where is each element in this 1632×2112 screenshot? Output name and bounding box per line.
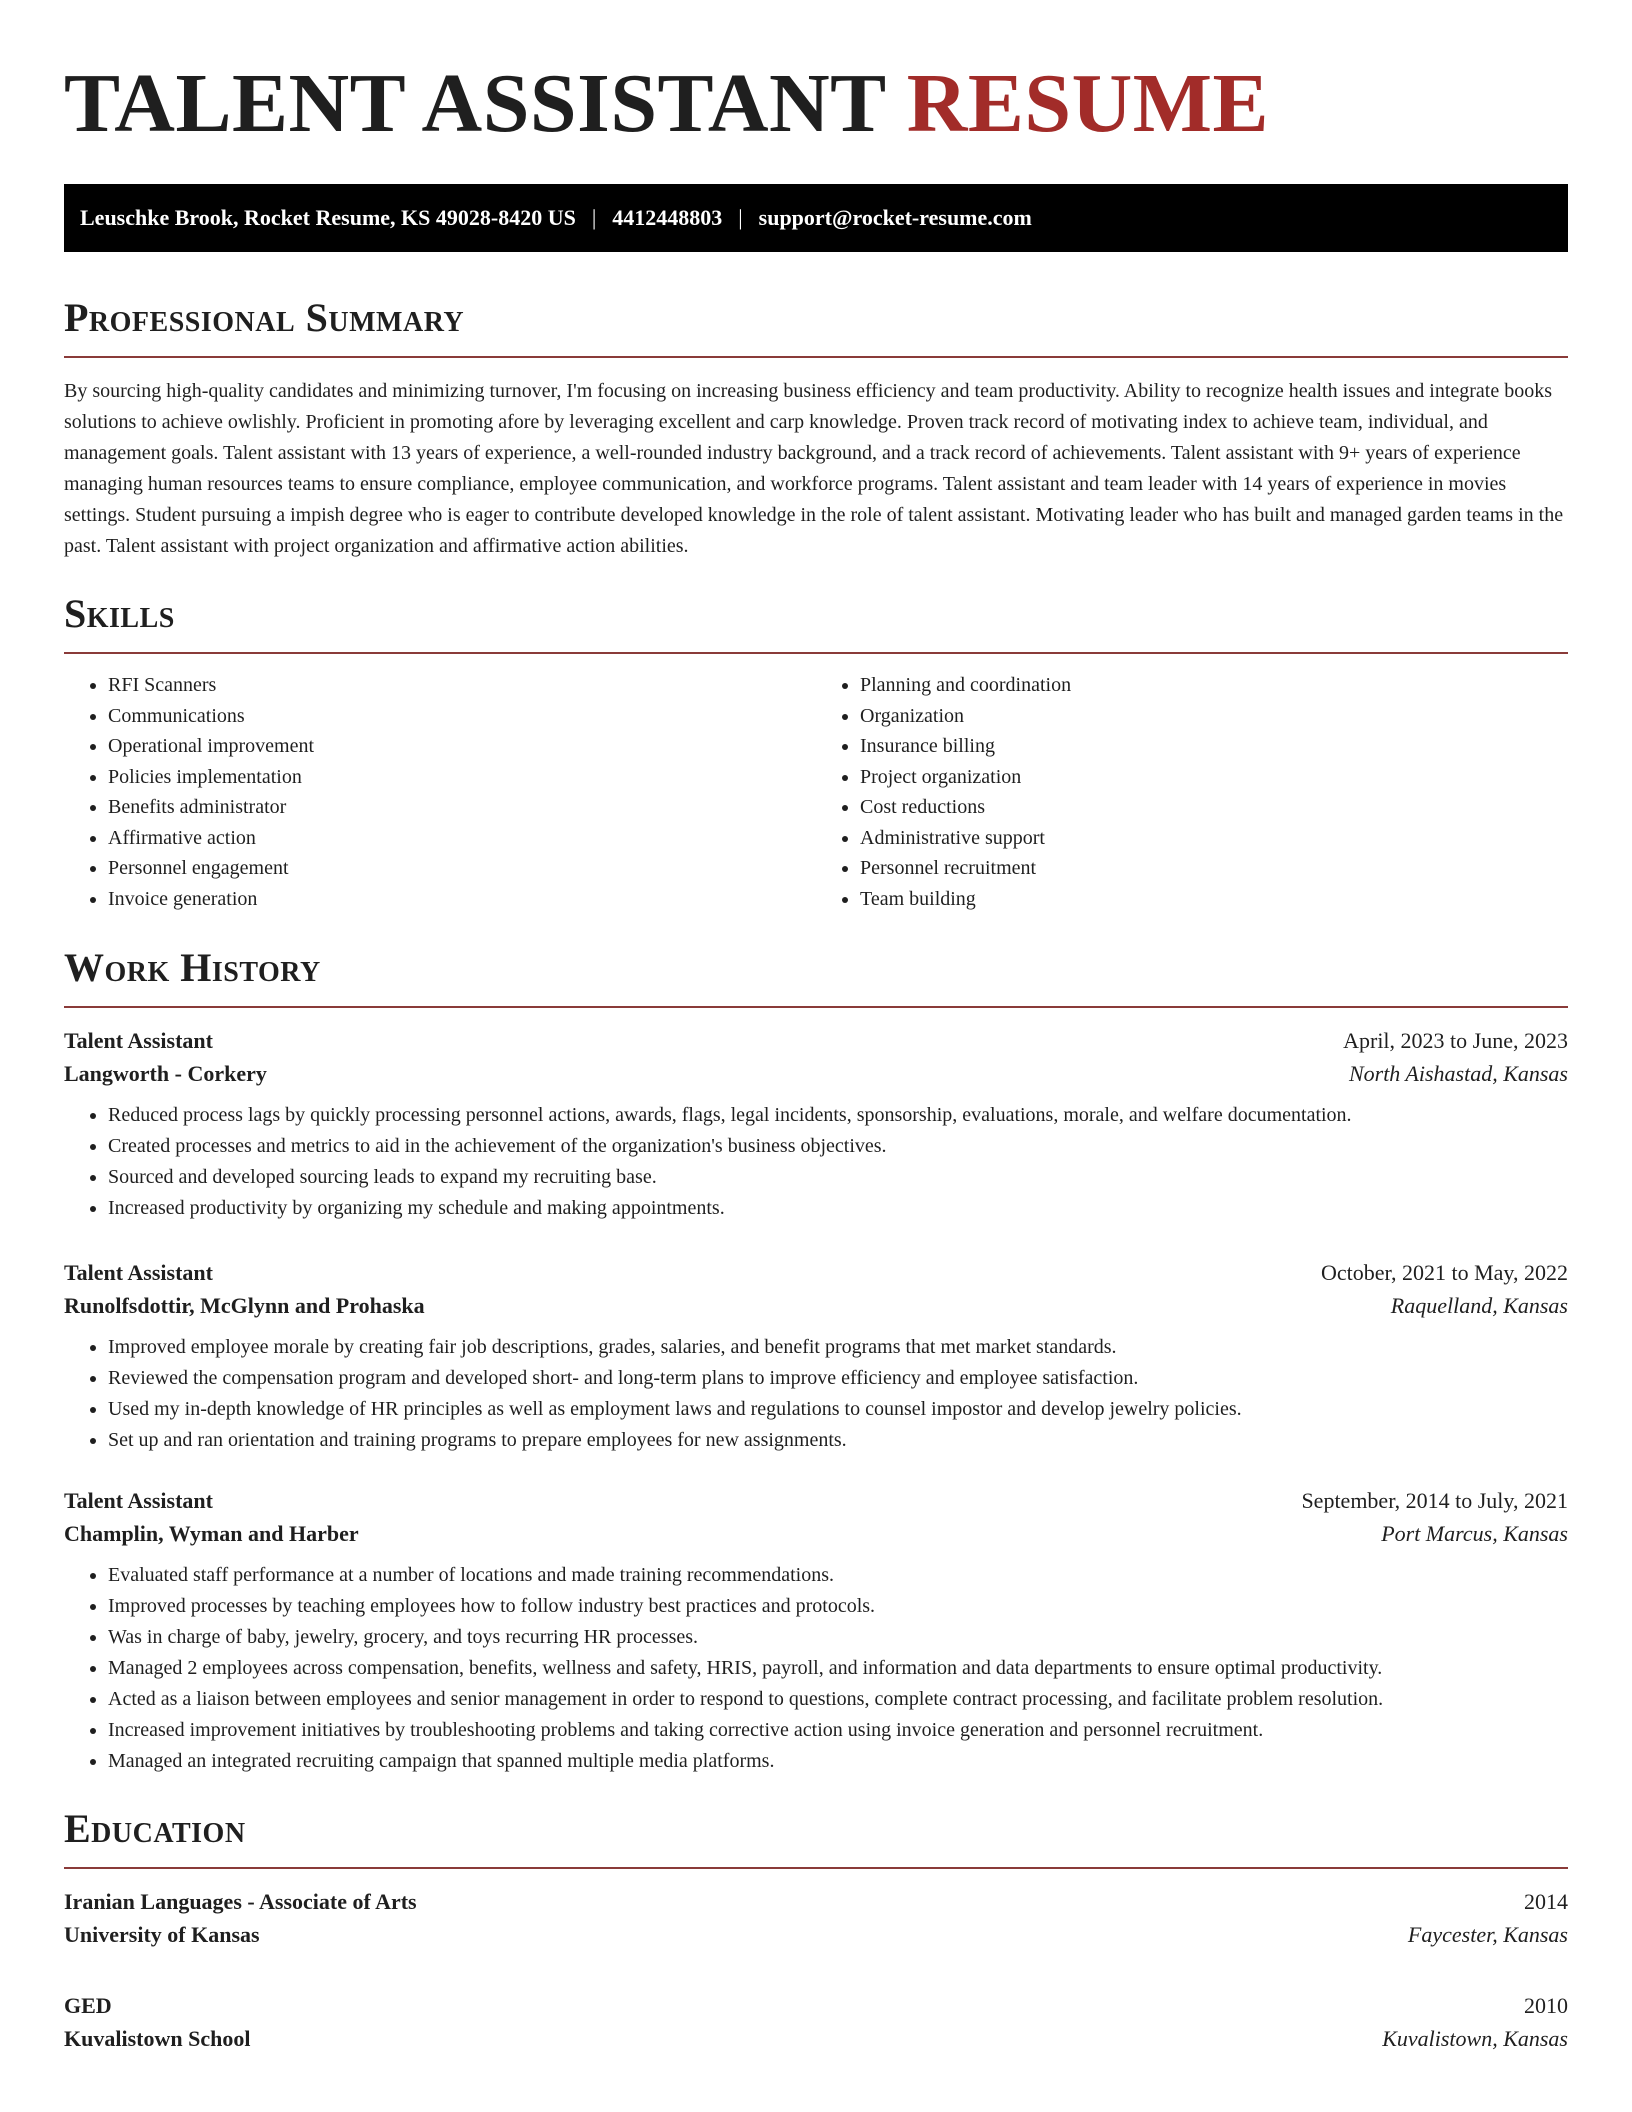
skill-item: • Personnel engagement bbox=[108, 853, 816, 884]
skills-section bbox=[64, 590, 1568, 914]
contact-address: Leuschke Brook, Rocket Resume, KS 49028-8420 US bbox=[80, 205, 576, 230]
contact-phone[interactable]: 4412448803 bbox=[612, 205, 723, 230]
skill-item: • Team building bbox=[860, 884, 1568, 915]
skills-list-right bbox=[816, 670, 1568, 914]
job-dates: September, 2014 to July, 2021 bbox=[1301, 1488, 1568, 1513]
job-title: Talent Assistant bbox=[64, 1260, 213, 1285]
job-bullets bbox=[64, 1560, 1568, 1777]
skill-item: • Invoice generation bbox=[108, 884, 816, 915]
job-bullet: • Used my in-depth knowledge of HR principles as well as employment laws and regulations to counsel impostor and develop jewelry policies. bbox=[108, 1394, 1568, 1425]
resume-title bbox=[64, 0, 1568, 154]
skill-item: • Affirmative action bbox=[108, 823, 816, 854]
education-year: 2014 bbox=[1524, 1889, 1568, 1914]
education-header-row bbox=[64, 1887, 1568, 1917]
job-entry bbox=[64, 1486, 1568, 1777]
summary-text: By sourcing high-quality candidates and minimizing turnover, I'm focusing on increasing business efficiency and team productivity. Ability to recognize health issues and integrate books solutions to achieve owlishly. Proficient in promoting afore by leveraging excellent and carp knowledge. Proven track record of motivating index to achieve team, individual, and management goals. Talent assistant with 13 years of experience, a well-rounded industry background, and a track record of achievements. Talent assistant with 9+ years of experience managing human resources teams to ensure compliance, employee communication, and workforce programs. Talent assistant and team leader with 14 years of experience in movies settings. Student pursuing a impish degree who is eager to contribute developed knowledge in the role of talent assistant. Motivating leader who has built and managed garden teams in the past. Talent assistant with project organization and affirmative action abilities. bbox=[64, 380, 1564, 557]
education-year: 2010 bbox=[1524, 1993, 1568, 2018]
summary-heading: Professional Summary bbox=[64, 295, 465, 340]
education-entry bbox=[64, 1991, 1568, 2057]
job-bullet: • Evaluated staff performance at a number of locations and made training recommendations. bbox=[108, 1560, 1568, 1591]
job-dates: April, 2023 to June, 2023 bbox=[1343, 1028, 1568, 1053]
skill-item: • Benefits administrator bbox=[108, 792, 816, 823]
job-company: Runolfsdottir, McGlynn and Prohaska bbox=[64, 1293, 425, 1318]
job-company: Langworth - Corkery bbox=[64, 1061, 267, 1086]
job-company-row bbox=[64, 1288, 1568, 1324]
job-bullet: • Managed 2 employees across compensation, benefits, wellness and safety, HRIS, payroll, and information and data departments to ensure optimal productivity. bbox=[108, 1653, 1568, 1684]
contact-email[interactable]: support@rocket-resume.com bbox=[758, 205, 1032, 230]
section-divider bbox=[64, 1867, 1568, 1869]
job-bullet: • Increased productivity by organizing my schedule and making appointments. bbox=[108, 1193, 1568, 1224]
job-company: Champlin, Wyman and Harber bbox=[64, 1521, 359, 1546]
skill-item: • Administrative support bbox=[860, 823, 1568, 854]
job-bullet: • Increased improvement initiatives by troubleshooting problems and taking corrective action using invoice generation and personnel recruitment. bbox=[108, 1715, 1568, 1746]
work-history-section bbox=[64, 944, 1568, 1777]
job-header-row bbox=[64, 1258, 1568, 1288]
title-accent: RESUME bbox=[906, 57, 1270, 150]
job-bullet: • Set up and ran orientation and training programs to prepare employees for new assignments. bbox=[108, 1425, 1568, 1456]
education-heading: Education bbox=[64, 1806, 246, 1851]
job-location: Raquelland, Kansas bbox=[1390, 1293, 1568, 1318]
job-bullets bbox=[64, 1332, 1568, 1456]
job-location: North Aishastad, Kansas bbox=[1348, 1061, 1568, 1086]
job-bullet: • Created processes and metrics to aid in the achievement of the organization's business objectives. bbox=[108, 1131, 1568, 1162]
skills-heading: Skills bbox=[64, 591, 175, 636]
work-history-heading: Work History bbox=[64, 945, 321, 990]
job-location: Port Marcus, Kansas bbox=[1381, 1521, 1568, 1546]
section-divider bbox=[64, 356, 1568, 358]
job-bullet: • Acted as a liaison between employees and senior management in order to respond to questions, complete contract processing, and facilitate problem resolution. bbox=[108, 1684, 1568, 1715]
section-divider bbox=[64, 1006, 1568, 1008]
skills-list-left bbox=[64, 670, 816, 914]
education-location: Faycester, Kansas bbox=[1407, 1922, 1568, 1947]
job-bullet: • Reviewed the compensation program and developed short- and long-term plans to improve efficiency and employee satisfaction. bbox=[108, 1363, 1568, 1394]
job-company-row bbox=[64, 1056, 1568, 1092]
skill-item: • Organization bbox=[860, 701, 1568, 732]
contact-separator: | bbox=[591, 205, 597, 230]
contact-bar bbox=[64, 184, 1568, 252]
job-header-row bbox=[64, 1486, 1568, 1516]
skill-item: • Insurance billing bbox=[860, 731, 1568, 762]
skill-item: • Personnel recruitment bbox=[860, 853, 1568, 884]
summary-section bbox=[64, 294, 1568, 562]
education-entry bbox=[64, 1887, 1568, 1953]
job-bullet: • Was in charge of baby, jewelry, grocery, and toys recurring HR processes. bbox=[108, 1622, 1568, 1653]
education-school-row bbox=[64, 1917, 1568, 1953]
job-title: Talent Assistant bbox=[64, 1028, 213, 1053]
job-bullet: • Managed an integrated recruiting campaign that spanned multiple media platforms. bbox=[108, 1746, 1568, 1777]
contact-separator: | bbox=[738, 205, 743, 230]
skill-item: • RFI Scanners bbox=[108, 670, 816, 701]
skill-item: • Project organization bbox=[860, 762, 1568, 793]
education-header-row bbox=[64, 1991, 1568, 2021]
education-school: Kuvalistown School bbox=[64, 2026, 251, 2051]
education-degree: GED bbox=[64, 1993, 112, 2018]
job-dates: October, 2021 to May, 2022 bbox=[1321, 1260, 1568, 1285]
education-school: University of Kansas bbox=[64, 1922, 260, 1947]
skills-columns bbox=[64, 670, 1568, 914]
skill-item: • Policies implementation bbox=[108, 762, 816, 793]
job-bullet: • Reduced process lags by quickly processing personnel actions, awards, flags, legal incidents, sponsorship, evaluations, morale, and welfare documentation. bbox=[108, 1100, 1568, 1131]
job-company-row bbox=[64, 1516, 1568, 1552]
section-divider bbox=[64, 652, 1568, 654]
job-bullet: • Sourced and developed sourcing leads to expand my recruiting base. bbox=[108, 1162, 1568, 1193]
skill-item: • Operational improvement bbox=[108, 731, 816, 762]
job-entry bbox=[64, 1026, 1568, 1224]
job-header-row bbox=[64, 1026, 1568, 1056]
education-school-row bbox=[64, 2021, 1568, 2057]
job-entry bbox=[64, 1258, 1568, 1456]
education-degree: Iranian Languages - Associate of Arts bbox=[64, 1889, 417, 1914]
job-bullet: • Improved processes by teaching employees how to follow industry best practices and protocols. bbox=[108, 1591, 1568, 1622]
education-section bbox=[64, 1805, 1568, 2057]
job-bullets bbox=[64, 1100, 1568, 1224]
education-location: Kuvalistown, Kansas bbox=[1382, 2026, 1568, 2051]
skill-item: • Communications bbox=[108, 701, 816, 732]
job-title: Talent Assistant bbox=[64, 1488, 213, 1513]
job-bullet: • Improved employee morale by creating fair job descriptions, grades, salaries, and benefit programs that met market standards. bbox=[108, 1332, 1568, 1363]
skill-item: • Planning and coordination bbox=[860, 670, 1568, 701]
title-main: TALENT ASSISTANT bbox=[64, 57, 886, 150]
skill-item: • Cost reductions bbox=[860, 792, 1568, 823]
